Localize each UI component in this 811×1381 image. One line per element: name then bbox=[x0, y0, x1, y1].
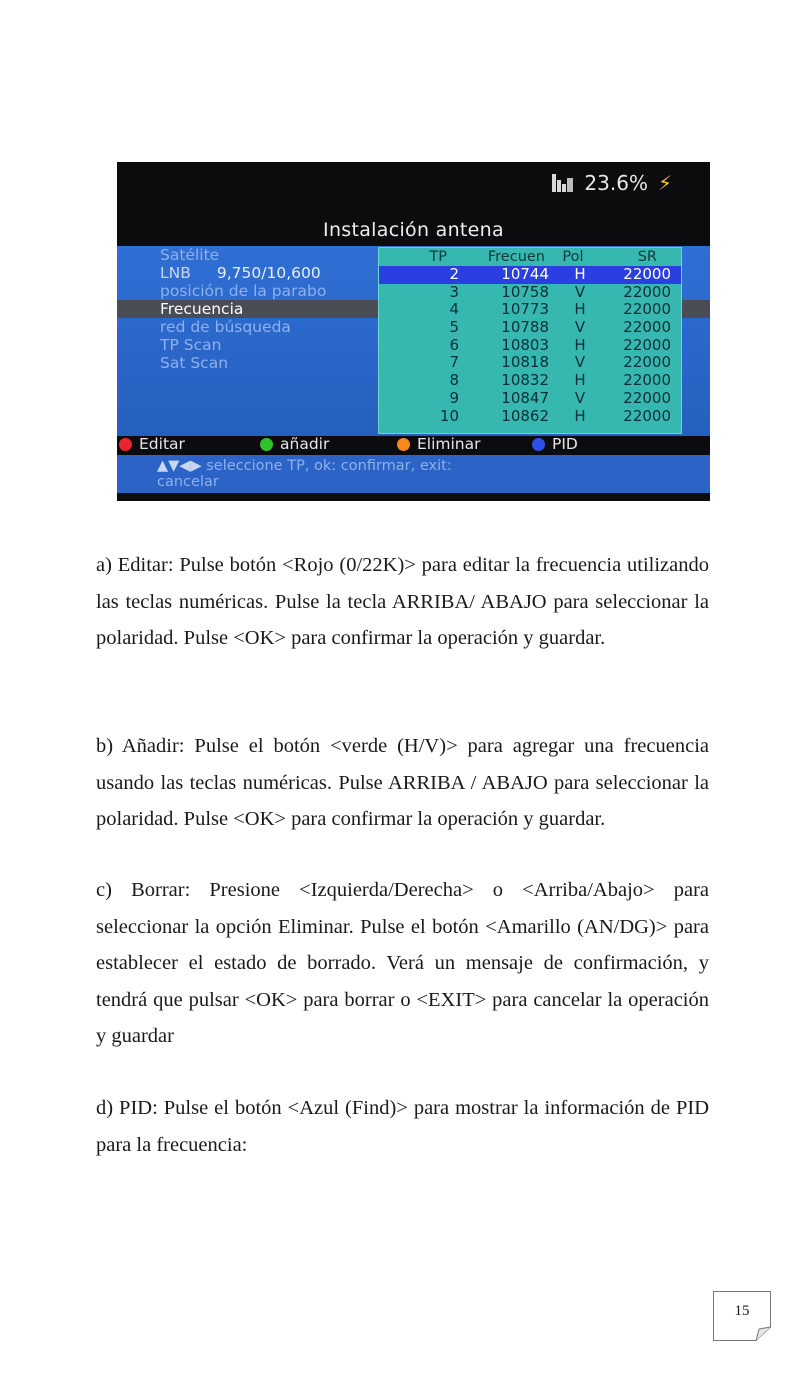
cell-tp: 8 bbox=[449, 371, 459, 390]
lightning-icon: ⚡ bbox=[657, 171, 672, 195]
legend-eliminar[interactable] bbox=[397, 435, 481, 453]
page-number-box bbox=[713, 1291, 771, 1341]
cell-pol: V bbox=[574, 388, 586, 407]
menu-item-posicion[interactable]: posición de la parabo bbox=[160, 282, 327, 300]
cell-sr: 22000 bbox=[623, 371, 671, 390]
lnb-value: 9,750/10,600 bbox=[216, 264, 321, 282]
menu-item-sat-scan[interactable]: Sat Scan bbox=[160, 354, 229, 372]
table-row[interactable] bbox=[379, 301, 681, 319]
cell-tp: 3 bbox=[449, 282, 459, 301]
paragraph-anadir: b) Añadir: Pulse el botón <verde (H/V)> para agregar una frecuencia usando las teclas numéricas. Pulse ARRIBA / ABAJO para seleccionar la polaridad. Pulse <OK> para confirmar la operación y guardar. bbox=[96, 735, 709, 830]
table-row[interactable] bbox=[379, 319, 681, 337]
cell-pol: V bbox=[574, 353, 586, 372]
legend-pid[interactable] bbox=[532, 435, 578, 453]
cell-freq: 10862 bbox=[501, 406, 549, 425]
cell-freq: 10847 bbox=[501, 388, 549, 407]
red-button-icon bbox=[119, 438, 132, 451]
cell-pol: H bbox=[574, 335, 586, 354]
cell-sr: 22000 bbox=[623, 282, 671, 301]
cell-freq: 10803 bbox=[501, 335, 549, 354]
cell-pol: H bbox=[574, 300, 586, 319]
cell-freq: 10773 bbox=[501, 300, 549, 319]
cell-sr: 22000 bbox=[623, 265, 671, 283]
paragraph-pid: d) PID: Pulse el botón <Azul (Find)> para mostrar la información de PID para la frecuencia: bbox=[96, 1097, 709, 1156]
legend-anadir[interactable] bbox=[260, 435, 329, 453]
cell-tp: 7 bbox=[449, 353, 459, 372]
table-row[interactable] bbox=[379, 337, 681, 355]
cell-tp: 5 bbox=[449, 318, 459, 337]
tv-screenshot bbox=[117, 162, 710, 501]
cell-freq: 10744 bbox=[501, 265, 549, 283]
cell-pol: V bbox=[574, 282, 586, 301]
menu-item-frecuencia[interactable]: Frecuencia bbox=[117, 300, 710, 318]
table-header bbox=[379, 248, 681, 266]
cell-freq: 10832 bbox=[501, 371, 549, 390]
status-bar bbox=[552, 168, 672, 198]
cell-tp: 4 bbox=[449, 300, 459, 319]
cell-pol: V bbox=[574, 318, 586, 337]
cell-sr: 22000 bbox=[623, 318, 671, 337]
help-bar bbox=[117, 455, 710, 493]
cell-pol: H bbox=[574, 371, 586, 390]
screen-title: Instalación antena bbox=[323, 219, 504, 241]
cell-sr: 22000 bbox=[623, 406, 671, 425]
help-line-2: cancelar bbox=[157, 474, 219, 490]
cell-freq: 10818 bbox=[501, 353, 549, 372]
help-line-1 bbox=[157, 458, 700, 474]
color-key-legend bbox=[117, 434, 710, 454]
header-freq: Frecuen bbox=[487, 249, 545, 265]
menu-item-tp-scan[interactable]: TP Scan bbox=[160, 336, 222, 354]
legend-editar-label: Editar bbox=[139, 435, 185, 453]
green-button-icon bbox=[260, 438, 273, 451]
legend-pid-label: PID bbox=[552, 435, 578, 453]
menu-item-satelite[interactable]: Satélite bbox=[160, 246, 220, 264]
header-sr: SR bbox=[637, 249, 657, 265]
cell-freq: 10788 bbox=[501, 318, 549, 337]
help-text-1: seleccione TP, ok: confirmar, exit: bbox=[206, 458, 452, 474]
header-pol: Pol bbox=[562, 249, 584, 265]
menu-item-red-busqueda[interactable]: red de búsqueda bbox=[160, 318, 291, 336]
table-row[interactable] bbox=[379, 372, 681, 390]
cell-tp: 10 bbox=[439, 406, 459, 425]
cell-freq: 10758 bbox=[501, 282, 549, 301]
blue-button-icon bbox=[532, 438, 545, 451]
paragraph-editar: a) Editar: Pulse botón <Rojo (0/22K)> para editar la frecuencia utilizando las teclas numéricas. Pulse la tecla ARRIBA/ ABAJO para seleccionar la polaridad. Pulse <OK> para confirmar la operación y guardar. bbox=[96, 554, 709, 649]
paragraph-borrar: c) Borrar: Presione <Izquierda/Derecha> o <Arriba/Abajo> para seleccionar la opción Eliminar. Pulse el botón <Amarillo (AN/DG)> para establecer el estado de borrado. Verá un mensaje de confirmación, y tendrá que pulsar <OK> para borrar o <EXIT> para cancelar la operación y guardar bbox=[96, 879, 709, 1047]
table-row[interactable] bbox=[379, 266, 681, 284]
legend-editar[interactable] bbox=[119, 435, 185, 453]
table-row[interactable] bbox=[379, 284, 681, 302]
table-row[interactable] bbox=[379, 408, 681, 426]
cell-pol: H bbox=[574, 265, 586, 283]
cell-pol: H bbox=[574, 406, 586, 425]
cell-tp: 9 bbox=[449, 388, 459, 407]
transponder-list bbox=[378, 247, 682, 434]
signal-icon bbox=[552, 174, 574, 192]
page-number: 15 bbox=[734, 1303, 750, 1319]
arrow-keys-icon: ▲▼◀▶ bbox=[157, 458, 202, 474]
cell-sr: 22000 bbox=[623, 335, 671, 354]
cell-sr: 22000 bbox=[623, 353, 671, 372]
header-tp: TP bbox=[429, 249, 447, 265]
cell-tp: 6 bbox=[449, 335, 459, 354]
signal-percent: 23.6% bbox=[584, 171, 648, 195]
orange-button-icon bbox=[397, 438, 410, 451]
lnb-label: LNB bbox=[160, 264, 191, 282]
legend-eliminar-label: Eliminar bbox=[417, 435, 481, 453]
cell-sr: 22000 bbox=[623, 388, 671, 407]
legend-anadir-label: añadir bbox=[280, 435, 330, 453]
cell-sr: 22000 bbox=[623, 300, 671, 319]
table-row[interactable] bbox=[379, 390, 681, 408]
cell-tp: 2 bbox=[449, 265, 459, 283]
table-row[interactable] bbox=[379, 354, 681, 372]
